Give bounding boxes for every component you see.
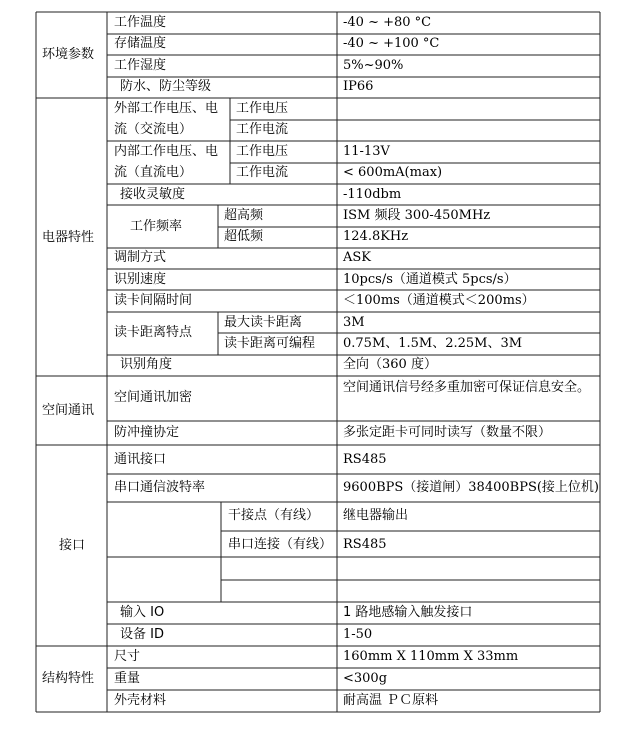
dry-contact-label: 干接点（有线） xyxy=(228,508,320,523)
weight-value: <300g xyxy=(343,671,388,686)
ip-rating-value: IP66 xyxy=(343,79,374,94)
ip-rating-label: 防水、防尘等级 xyxy=(120,79,212,94)
lf-value: 124.8KHz xyxy=(343,229,409,244)
int-voltage-label: 工作电压 xyxy=(236,144,289,159)
size-value: 160mm X 110mm X 33mm xyxy=(343,649,519,664)
modulation-label: 调制方式 xyxy=(114,250,167,265)
section-structure: 结构特性 xyxy=(42,671,95,686)
max-distance-value: 3M xyxy=(343,315,365,330)
input-io-label: 输入 IO xyxy=(120,605,165,620)
ext-voltage-label: 工作电压 xyxy=(236,101,289,116)
anticollision-label: 防冲撞协定 xyxy=(114,425,180,440)
prog-distance-value: 0.75M、1.5M、2.25M、3M xyxy=(343,336,523,351)
baud-label: 串口通信波特率 xyxy=(114,480,206,495)
int-current-label: 工作电流 xyxy=(236,165,289,180)
section-comm: 空间通讯 xyxy=(42,403,95,418)
housing-value: 耐高温 ＰＣ原料 xyxy=(343,693,439,708)
work-temp-value: -40 ~ +80 °C xyxy=(343,15,432,30)
encryption-value: 空间通讯信号经多重加密可保证信息安全。 xyxy=(343,380,591,395)
anticollision-value: 多张定距卡可同时读写（数量不限） xyxy=(343,425,552,440)
uhf-value: ISM 频段 300-450MHz xyxy=(343,208,491,223)
section-interface: 接口 xyxy=(59,538,86,553)
id-speed-label: 识别速度 xyxy=(114,272,167,287)
input-io-value: 1 路地感输入触发接口 xyxy=(343,605,473,620)
ext-current-label: 工作电流 xyxy=(236,122,289,137)
storage-temp-label: 存储温度 xyxy=(114,36,167,51)
baud-value: 9600BPS（接道闸）38400BPS(接上位机) xyxy=(343,480,599,495)
ext-power-label-line1: 外部工作电压、电 xyxy=(114,101,219,116)
frequency-label: 工作频率 xyxy=(130,219,183,234)
serial-wired-label: 串口连接（有线） xyxy=(228,537,333,552)
read-distance-label: 读卡距离特点 xyxy=(114,325,193,340)
section-environment: 环境参数 xyxy=(42,47,95,62)
read-interval-label: 读卡间隔时间 xyxy=(114,293,193,308)
comm-port-label: 通讯接口 xyxy=(114,452,167,467)
int-power-label-line2: 流（直流电） xyxy=(114,165,193,180)
id-speed-value: 10pcs/s（通道模式 5pcs/s） xyxy=(343,272,517,287)
uhf-label: 超高频 xyxy=(224,208,264,223)
read-interval-value: ＜100ms（通道模式＜200ms） xyxy=(343,293,535,308)
int-voltage-value: 11-13V xyxy=(343,144,390,159)
device-id-value: 1-50 xyxy=(343,627,373,642)
int-current-value: < 600mA(max) xyxy=(343,165,443,180)
prog-distance-label: 读卡距离可编程 xyxy=(224,336,316,351)
comm-port-value: RS485 xyxy=(343,452,387,467)
size-label: 尺寸 xyxy=(114,649,141,664)
int-power-label-line1: 内部工作电压、电 xyxy=(114,144,219,159)
ext-power-label-line2: 流（交流电） xyxy=(114,122,193,137)
sensitivity-value: -110dbm xyxy=(343,187,402,202)
dry-contact-value: 继电器输出 xyxy=(343,508,409,523)
sensitivity-label: 接收灵敏度 xyxy=(120,187,186,202)
section-electrical: 电器特性 xyxy=(42,230,95,245)
serial-wired-value: RS485 xyxy=(343,537,387,552)
storage-temp-value: -40 ~ +100 °C xyxy=(343,36,440,51)
work-temp-label: 工作温度 xyxy=(114,15,167,30)
housing-label: 外壳材料 xyxy=(114,693,167,708)
device-id-label: 设备 ID xyxy=(120,627,164,642)
modulation-value: ASK xyxy=(343,250,372,265)
lf-label: 超低频 xyxy=(224,229,264,244)
encryption-label: 空间通讯加密 xyxy=(114,390,193,405)
max-distance-label: 最大读卡距离 xyxy=(224,315,303,330)
weight-label: 重量 xyxy=(114,671,141,686)
id-angle-value: 全向（360 度） xyxy=(343,357,437,372)
work-humidity-value: 5%~90% xyxy=(343,58,404,73)
id-angle-label: 识别角度 xyxy=(120,357,173,372)
work-humidity-label: 工作湿度 xyxy=(114,58,167,73)
